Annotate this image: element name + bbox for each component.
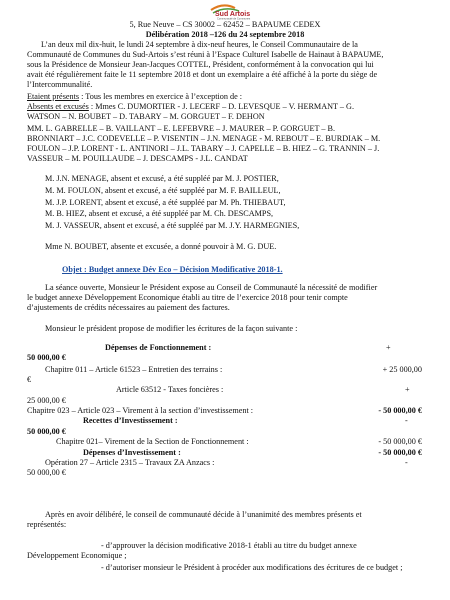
- intro-line: L’an deux mil dix-huit, le lundi 24 septembre à dix-neuf heures, le Conseil Communautaire de la: [41, 40, 358, 49]
- amount: - 50 000,00 €: [378, 448, 422, 457]
- sud-artois-logo: [205, 2, 275, 20]
- propose-line: Monsieur le président propose de modifier les écritures de la façon suivante :: [45, 324, 298, 333]
- intro-line: avait été régulièrement faite le 11 septembre 2018 et dont un exemplaire a été affiché à la porte du siège de: [27, 70, 378, 79]
- dep-inv-label: Dépenses d’Investissement :: [83, 448, 181, 457]
- sign: -: [405, 458, 408, 467]
- presents-line: Etaient présents : Tous les membres en exercice à l’exception de :: [27, 92, 243, 101]
- absents-label: Absents et excusés: [27, 102, 89, 111]
- budget-line: Opération 27 – Article 2315 – Travaux ZA Anzacs :: [45, 458, 215, 467]
- budget-line: Chapitre 023 – Article 023 – Virement à la section d’investissement :: [27, 406, 254, 415]
- absents-line: BRONNIART – J.C. CODEVELLE – P. VISENTIN – J.N. MENAGE - M. REBOUT – E. BURDIAK – M.: [27, 134, 381, 143]
- seance-line: le budget annexe Développement Economique établi au titre de l’exercice 2018 pour tenir compte: [27, 293, 348, 302]
- amount: 50 000,00 €: [27, 468, 66, 477]
- budget-line: Chapitre 011 – Article 61523 – Entretien des terrains :: [45, 365, 223, 374]
- decision-item: - d’autoriser monsieur le Président à procéder aux modifications des écritures de ce budget ;: [101, 563, 403, 572]
- absents-line: WATSON – N. BOUBET – D. TABARY – M. GORGUET – F. DEHON: [27, 112, 265, 121]
- amount: - 50 000,00 €: [378, 406, 422, 415]
- conclusion-line: représentés:: [27, 520, 67, 529]
- decision-item: - d’approuver la décision modificative 2018-1 établi au titre du budget annexe: [101, 541, 357, 550]
- sign: +: [405, 385, 410, 394]
- substitute-line: M. J. VASSEUR, absent et excusé, a été suppléé par M. J.Y. HARMEGNIES,: [45, 221, 300, 230]
- proxy-line: Mme N. BOUBET, absente et excusée, a donné pouvoir à M. G. DUE.: [45, 242, 277, 251]
- logo-text: Sud Artois: [215, 11, 251, 18]
- dep-fonct-label: Dépenses de Fonctionnement :: [105, 343, 212, 352]
- intro-line: Communauté de Communes du Sud-Artois s’est réuni à l’Espace Culturel Isabelle de Hainaut à BAPAUME,: [27, 50, 384, 59]
- substitute-line: M. M. FOULON, absent et excusé, a été suppléé par M. F. BAILLEUL,: [45, 186, 281, 195]
- conclusion-line: Après en avoir délibéré, le conseil de communauté décide à l’unanimité des membres présents et: [45, 510, 362, 519]
- budget-line: Article 63512 - Taxes foncières :: [116, 385, 224, 394]
- budget-line: Chapitre 021– Virement de la Section de Fonctionnement :: [56, 437, 249, 446]
- absents-line: VASSEUR – M. POUILLAUDE – J. DESCAMPS - J.L. CANDAT: [27, 154, 248, 163]
- rec-inv-label: Recettes d’Investissement :: [83, 416, 178, 425]
- deliberation-title: Délibération 2018 –126 du 24 septembre 2018: [145, 30, 305, 39]
- objet-title: Objet : Budget annexe Dév Eco – Décision Modificative 2018-1.: [62, 265, 283, 274]
- seance-line: d’ajustements de crédits nécessaires au paiement des factures.: [27, 303, 230, 312]
- sign: -: [405, 416, 408, 425]
- amount: 50 000,00 €: [27, 427, 66, 436]
- sign: +: [386, 343, 391, 352]
- absents-line: FOULON – J.P. LORENT - L. ANTINORI – J.L. TABARY – J. CAPELLE – B. HIEZ – G. TRANNIN – J.: [27, 144, 380, 153]
- presents-label: Etaient présents: [27, 92, 80, 101]
- amount: - 50 000,00 €: [378, 437, 422, 446]
- address: 5, Rue Neuve – CS 30002 – 62452 – BAPAUME CEDEX: [129, 20, 321, 29]
- absents-line: Absents et excusés : Mmes C. DUMORTIER - J. LECERF – D. LEVESQUE – V. HERMANT – G.: [27, 102, 355, 111]
- decision-item: Développement Economique ;: [27, 551, 127, 560]
- amount: 25 000,00 €: [27, 396, 66, 405]
- seance-line: La séance ouverte, Monsieur le Président expose au Conseil de Communauté la nécessité de modifier: [45, 283, 378, 292]
- absents-line: MM. L. GABRELLE – B. VAILLANT – E. LEFEBVRE – J. MAURER – P. GORGUET – B.: [27, 124, 336, 133]
- intro-line: l’Intercommunalité.: [27, 80, 93, 89]
- euro-sign: €: [27, 375, 32, 384]
- substitute-line: M. J.P. LORENT, absent et excusé, a été suppléé par M. Ph. THIEBAUT,: [45, 198, 286, 207]
- amount: + 25 000,00: [382, 365, 422, 374]
- substitute-line: M. J.N. MENAGE, absent et excusé, a été suppléé par M. J. POSTIER,: [45, 174, 279, 183]
- logo-tagline: Communauté de Communes: [217, 17, 251, 20]
- substitute-line: M. B. HIEZ, absent et excusé, a été suppléé par M. Ch. DESCAMPS,: [45, 209, 274, 218]
- amount: 50 000,00 €: [27, 353, 66, 362]
- intro-line: sous la Présidence de Monsieur Jean-Jacques COTTEL, Président, conformément à la convocation qui lui: [27, 60, 374, 69]
